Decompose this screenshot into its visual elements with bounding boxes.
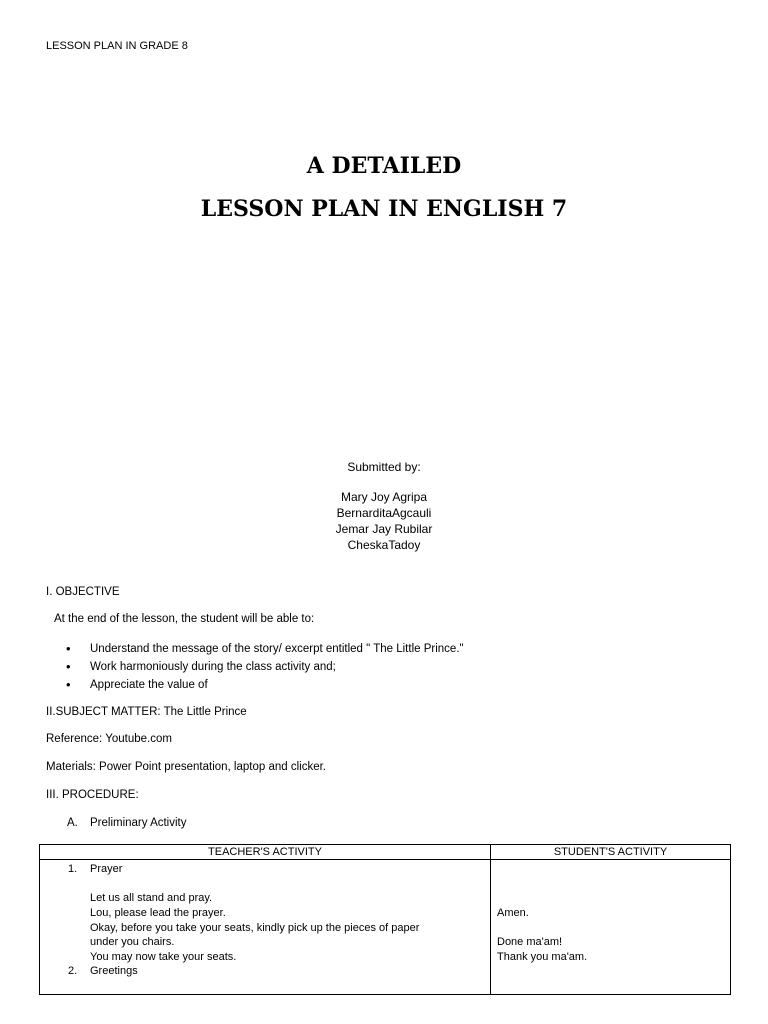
student-line: Thank you ma'am.: [497, 951, 588, 963]
teacher-line: Okay, before you take your seats, kindly pick up the pieces of paper: [90, 922, 420, 934]
procedure-heading: III. PROCEDURE:: [46, 789, 139, 801]
subject-matter: II.SUBJECT MATTER: The Little Prince: [46, 706, 247, 718]
table-row: [40, 860, 731, 995]
objective-item: • Understand the message of the story/ excerpt entitled " The Little Prince.": [62, 640, 464, 658]
student-line: Done ma'am!: [497, 936, 563, 948]
teacher-activity-cell: [40, 860, 491, 995]
materials: Materials: Power Point presentation, laptop and clicker.: [46, 761, 326, 773]
teacher-activity-header: TEACHER'S ACTIVITY: [40, 845, 491, 860]
objective-list: [62, 640, 464, 694]
student-line: Amen.: [497, 907, 529, 919]
activity-table: [39, 844, 731, 995]
teacher-line: Let us all stand and pray.: [90, 892, 213, 904]
objective-intro: At the end of the lesson, the student will be able to:: [54, 613, 315, 625]
objective-item: • Appreciate the value of: [62, 676, 464, 694]
reference: Reference: Youtube.com: [46, 733, 172, 745]
preliminary-letter: A.: [67, 817, 78, 829]
step-number: 1.: [68, 863, 78, 875]
author-name: Jemar Jay Rubilar: [335, 522, 433, 536]
submitted-by-label: Submitted by:: [347, 460, 421, 474]
author-name: Mary Joy Agripa: [340, 490, 428, 504]
student-activity-cell: [491, 860, 731, 995]
objective-heading: I. OBJECTIVE: [46, 586, 120, 598]
step-label: Greetings: [90, 965, 138, 977]
preliminary-activity-label: Preliminary Activity: [90, 817, 187, 829]
title-line-2: LESSON PLAN IN ENGLISH 7: [200, 196, 568, 222]
objective-item: • Work harmoniously during the class activity and;: [62, 658, 464, 676]
teacher-line: Lou, please lead the prayer.: [90, 907, 226, 919]
step-number: 2.: [68, 965, 78, 977]
teacher-line: under you chairs.: [90, 936, 175, 948]
table-header-row: [40, 845, 731, 860]
author-name: CheskaTadoy: [347, 538, 421, 552]
step-label: Prayer: [90, 863, 123, 875]
title-line-1: A DETAILED: [306, 153, 462, 179]
student-activity-header: STUDENT'S ACTIVITY: [491, 845, 731, 860]
teacher-line: You may now take your seats.: [90, 951, 237, 963]
document-header: LESSON PLAN IN GRADE 8: [46, 40, 188, 52]
author-name: BernarditaAgcauli: [336, 506, 432, 520]
